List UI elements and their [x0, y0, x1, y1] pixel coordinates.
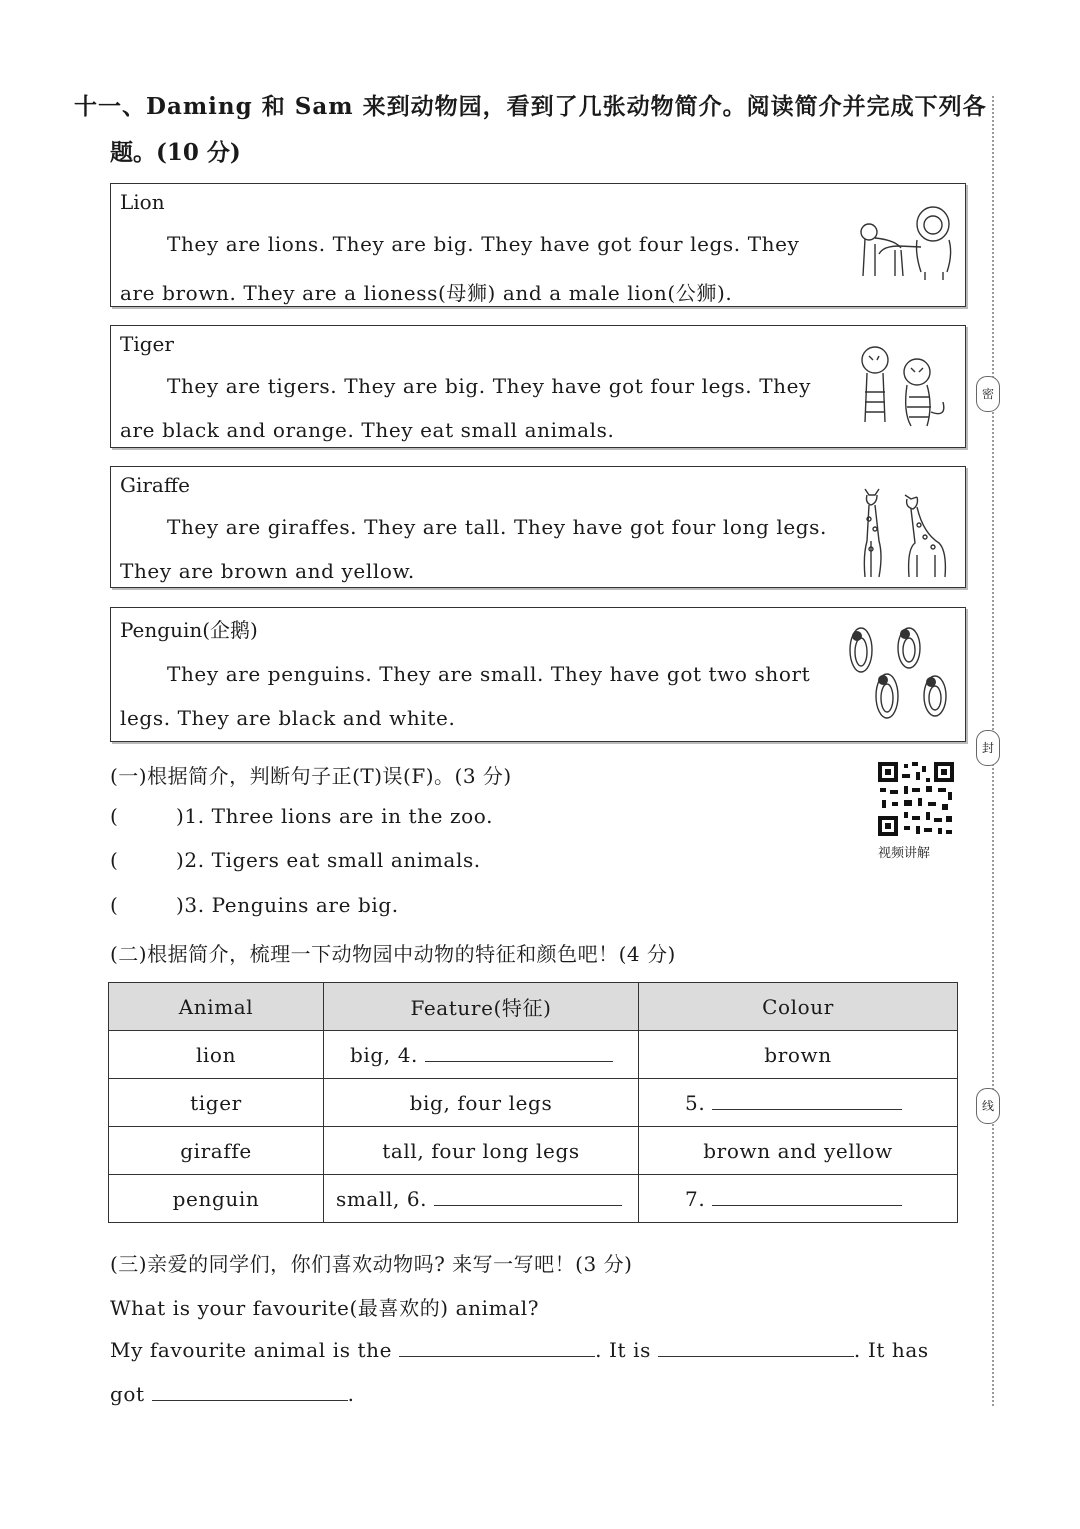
- animal-cell: tiger: [109, 1079, 324, 1127]
- sentence-text: got: [110, 1382, 145, 1406]
- part3-heading: (三)亲爱的同学们，你们喜欢动物吗? 来写一写吧！(3 分): [110, 1252, 633, 1276]
- feature-table: [108, 982, 958, 1223]
- qr-label: 视频讲解: [878, 846, 931, 861]
- answer-blank[interactable]: [434, 1187, 622, 1206]
- table-row: [109, 1079, 958, 1127]
- feature-text: small, 6.: [336, 1186, 428, 1211]
- table-row: [109, 1031, 958, 1079]
- part3-sentence-cont: [110, 1382, 355, 1406]
- question-title: 十一、Daming 和 Sam 来到动物园，看到了几张动物简介。阅读简介并完成下列各: [74, 93, 987, 120]
- answer-blank[interactable]: [152, 1382, 348, 1401]
- card-penguin: [110, 607, 966, 742]
- card-text: They are penguins. They are small. They have got two short: [167, 662, 811, 686]
- column-header: Feature(特征): [324, 983, 639, 1031]
- card-text: legs. They are black and white.: [120, 706, 456, 730]
- animal-cell: giraffe: [109, 1127, 324, 1175]
- colour-cell: [639, 1175, 958, 1223]
- card-text: They are tigers. They are big. They have got four legs. They: [167, 374, 811, 398]
- card-text: are black and orange. They eat small animals.: [120, 418, 615, 442]
- answer-blank[interactable]: [712, 1187, 902, 1206]
- tf-item-3: [110, 893, 399, 917]
- table-row: [109, 1175, 958, 1223]
- part3-question: What is your favourite(最喜欢的) animal?: [110, 1296, 540, 1320]
- tf-item-1: [110, 804, 493, 828]
- giraffe-illustration: [855, 485, 955, 581]
- answer-paren[interactable]: (: [110, 848, 119, 872]
- sentence-text: . It is: [595, 1338, 651, 1362]
- card-lion: [110, 183, 966, 307]
- sentence-text: . It has: [853, 1338, 929, 1362]
- colour-cell: brown and yellow: [639, 1127, 958, 1175]
- margin-tab: 密: [976, 376, 1000, 412]
- colour-cell: brown: [639, 1031, 958, 1079]
- margin-tab: 线: [976, 1088, 1000, 1124]
- table-header-row: [109, 983, 958, 1031]
- qr-code-icon[interactable]: [876, 760, 956, 838]
- answer-paren[interactable]: (: [110, 893, 119, 917]
- feature-cell: tall, four long legs: [324, 1127, 639, 1175]
- lion-illustration: [855, 202, 955, 282]
- tf-item-text: )3. Penguins are big.: [176, 893, 399, 917]
- column-header: Animal: [109, 983, 324, 1031]
- card-tiger: [110, 325, 966, 448]
- question-title-cont: 题。(10 分): [110, 139, 241, 166]
- colour-text: 7.: [685, 1186, 706, 1211]
- feature-cell: big, four legs: [324, 1079, 639, 1127]
- card-text: are brown. They are a lioness(母狮) and a male lion(公狮).: [120, 281, 733, 305]
- sentence-text: .: [347, 1382, 355, 1406]
- card-giraffe: [110, 466, 966, 588]
- sentence-text: My favourite animal is the: [110, 1338, 393, 1362]
- feature-cell: [324, 1175, 639, 1223]
- penguin-illustration: [845, 624, 955, 724]
- answer-blank[interactable]: [658, 1338, 854, 1357]
- card-name: Penguin(企鹅): [120, 618, 258, 642]
- part3-sentence: [110, 1338, 929, 1362]
- animal-cell: penguin: [109, 1175, 324, 1223]
- answer-blank[interactable]: [399, 1338, 595, 1357]
- tf-item-text: )2. Tigers eat small animals.: [176, 848, 481, 872]
- card-text: They are brown and yellow.: [120, 559, 415, 583]
- answer-paren[interactable]: (: [110, 804, 119, 828]
- feature-cell: [324, 1031, 639, 1079]
- tiger-illustration: [855, 342, 955, 430]
- part1-heading: (一)根据简介，判断句子正(T)误(F)。(3 分): [110, 764, 512, 788]
- colour-text: 5.: [685, 1090, 706, 1115]
- table-row: [109, 1127, 958, 1175]
- card-name: Tiger: [120, 332, 174, 356]
- column-header: Colour: [639, 983, 958, 1031]
- part2-heading: (二)根据简介，梳理一下动物园中动物的特征和颜色吧！(4 分): [110, 942, 676, 966]
- answer-blank[interactable]: [425, 1043, 613, 1062]
- animal-cell: lion: [109, 1031, 324, 1079]
- answer-blank[interactable]: [712, 1091, 902, 1110]
- card-name: Lion: [120, 190, 165, 214]
- feature-text: big, 4.: [350, 1042, 418, 1067]
- card-name: Giraffe: [120, 473, 190, 497]
- card-text: They are lions. They are big. They have got four legs. They: [167, 232, 800, 256]
- margin-tab: 封: [976, 730, 1000, 766]
- tf-item-2: [110, 848, 481, 872]
- tf-item-text: )1. Three lions are in the zoo.: [176, 804, 494, 828]
- colour-cell: [639, 1079, 958, 1127]
- card-text: They are giraffes. They are tall. They have got four long legs.: [167, 515, 827, 539]
